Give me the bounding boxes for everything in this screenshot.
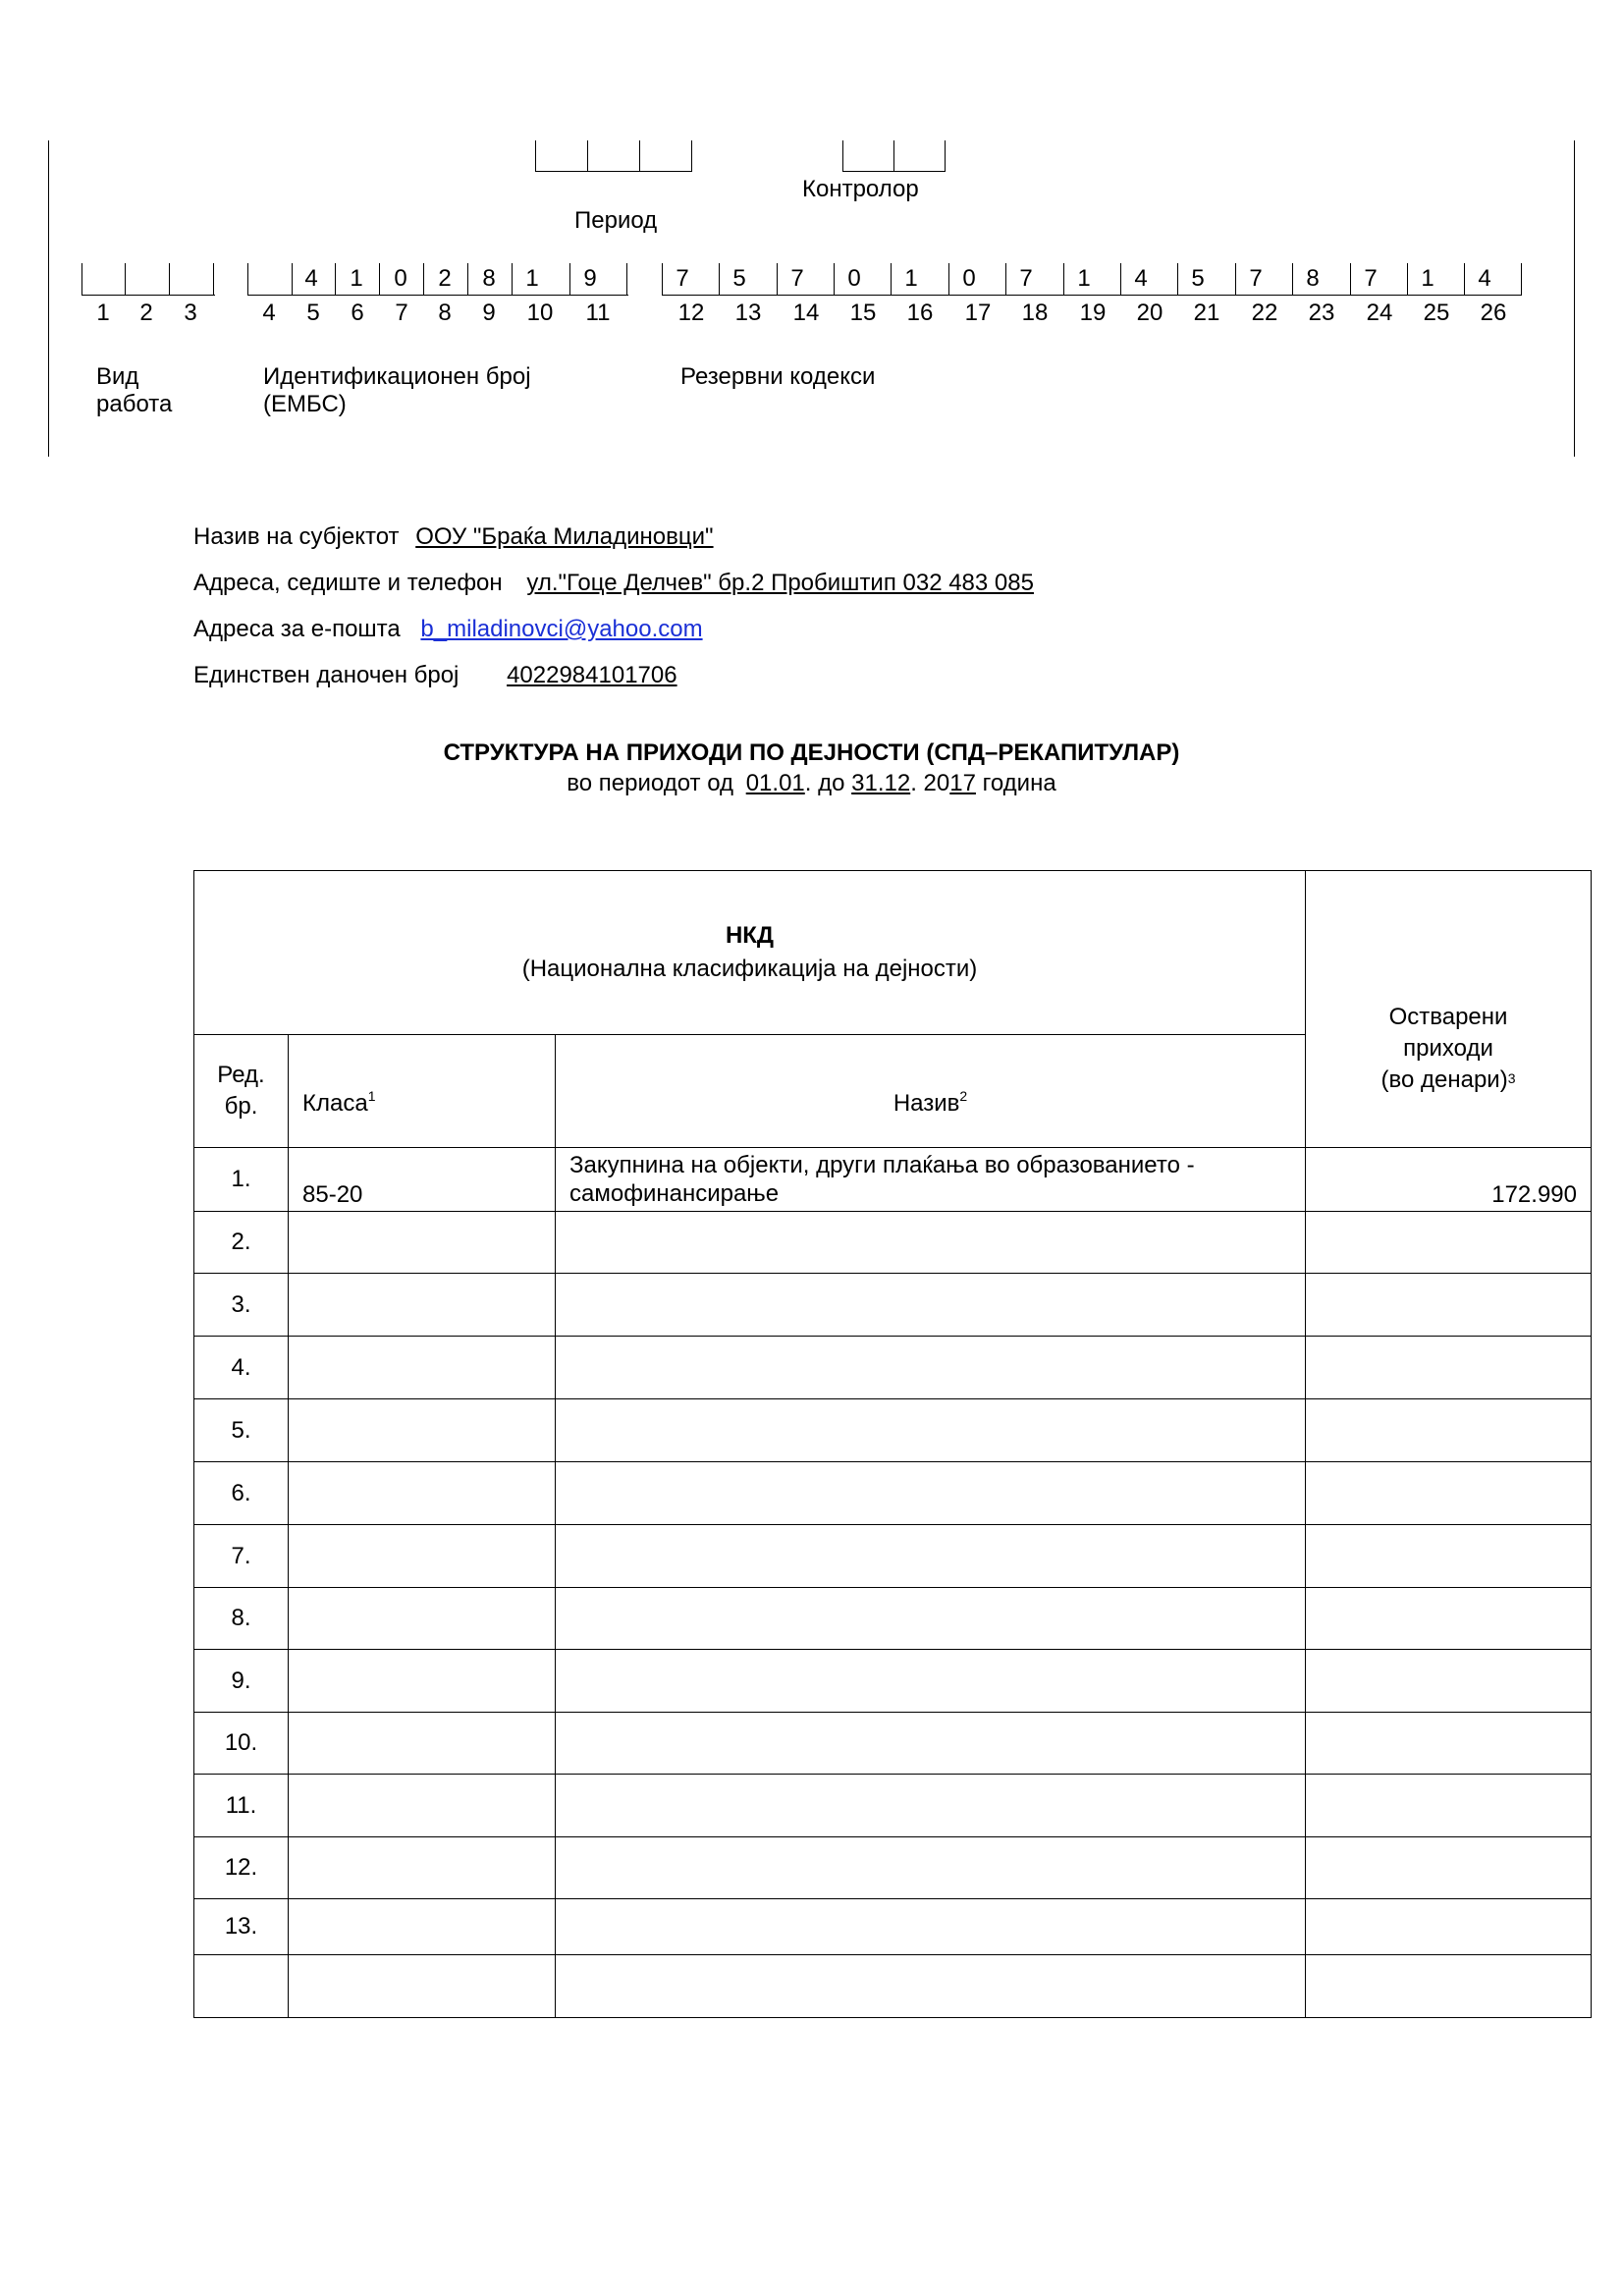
subject-address-value: ул."Гоце Делчев" бр.2 Пробиштип 032 483 085 [526, 570, 1034, 596]
position-number: 12 [677, 300, 705, 326]
nkd-table [193, 870, 1592, 2018]
income-header-line1: Остварени [1388, 1003, 1508, 1030]
id-label-line2: (ЕМБС) [263, 391, 347, 417]
digit: 2 [438, 265, 452, 292]
digit: 1 [904, 265, 918, 292]
table-row [194, 1399, 1592, 1462]
col-class-sup: 1 [367, 1088, 376, 1104]
digit: 5 [1191, 265, 1205, 292]
period-to: 31.12 [851, 770, 911, 796]
reserve-label: Резервни кодекси [680, 363, 876, 390]
subject-email-row [193, 616, 703, 643]
position-number: 9 [482, 300, 496, 326]
table-row [194, 1274, 1592, 1337]
subject-name-value: ООУ "Браќа Миладиновци" [415, 523, 714, 550]
id-label-line1: Идентификационен број [263, 363, 531, 390]
subject-address-row [193, 570, 1034, 597]
position-number: 4 [262, 300, 276, 326]
digit: 1 [525, 265, 539, 292]
digit: 8 [482, 265, 496, 292]
row-no: 6. [194, 1462, 289, 1525]
subject-name-label: Назив на субјектот [193, 523, 400, 550]
row-class: 85-20 [289, 1148, 556, 1212]
row-no: 1. [194, 1148, 289, 1212]
position-number: 24 [1366, 300, 1393, 326]
subject-name-row [193, 523, 714, 551]
row-no: 13. [194, 1899, 289, 1955]
row-name [556, 1148, 1306, 1212]
row-no: 7. [194, 1525, 289, 1588]
digit: 8 [1306, 265, 1320, 292]
position-number: 10 [526, 300, 554, 326]
position-number: 13 [734, 300, 762, 326]
row-no: 3. [194, 1274, 289, 1337]
table-row [194, 1899, 1592, 1955]
income-header-cell [1306, 871, 1592, 1148]
position-number: 20 [1136, 300, 1163, 326]
col-name-header [556, 1035, 1306, 1148]
position-number: 5 [306, 300, 320, 326]
row-name-line2: самофинансирање [569, 1180, 780, 1207]
nkd-subtitle: (Национална класификација на дејности) [521, 956, 978, 982]
table-row [194, 1713, 1592, 1775]
work-type-label-line1: Вид [96, 363, 139, 390]
position-number: 25 [1423, 300, 1450, 326]
table-row [194, 1148, 1592, 1212]
table-header-row [194, 871, 1592, 1035]
position-number: 15 [849, 300, 877, 326]
position-number: 23 [1308, 300, 1335, 326]
col-name-sup: 2 [959, 1088, 968, 1104]
digit: 0 [394, 265, 407, 292]
col-no-header [194, 1035, 289, 1148]
work-type-label [96, 363, 172, 418]
controller-label: Контролор [802, 176, 919, 202]
table-row [194, 1955, 1592, 2018]
digit: 7 [1019, 265, 1033, 292]
position-number: 3 [184, 300, 197, 326]
digit: 4 [1134, 265, 1148, 292]
position-number: 26 [1480, 300, 1507, 326]
row-no: 12. [194, 1837, 289, 1899]
nkd-title: НКД [725, 922, 775, 949]
period-year-prefix: 20 [923, 770, 950, 796]
row-no: 11. [194, 1775, 289, 1837]
period-to-word: до [818, 770, 845, 796]
position-number: 2 [139, 300, 153, 326]
col-no-line2: бр. [224, 1093, 258, 1120]
digit: 7 [676, 265, 689, 292]
digit: 7 [1249, 265, 1263, 292]
digit: 0 [962, 265, 976, 292]
row-name-line1: Закупнина на објекти, други плаќања во образованието - [569, 1152, 1195, 1178]
row-no: 9. [194, 1650, 289, 1713]
subject-email-link[interactable]: b_miladinovci@yahoo.com [420, 616, 703, 642]
subject-tax-label: Единствен даночен број [193, 662, 460, 688]
income-header-sup: 3 [1507, 1069, 1516, 1086]
position-number: 17 [964, 300, 992, 326]
table-row [194, 1212, 1592, 1274]
row-no: 2. [194, 1212, 289, 1274]
table-row [194, 1588, 1592, 1650]
period-label: Период [574, 207, 658, 234]
period-from: 01.01 [745, 770, 805, 796]
digit: 0 [847, 265, 861, 292]
id-label [263, 363, 531, 418]
subject-address-label: Адреса, седиште и телефон [193, 570, 503, 596]
row-no: 8. [194, 1588, 289, 1650]
digit: 4 [1478, 265, 1491, 292]
position-number: 14 [792, 300, 820, 326]
col-no-line1: Ред. [217, 1062, 265, 1088]
subject-tax-value: 4022984101706 [507, 662, 677, 688]
digit: 1 [1421, 265, 1434, 292]
subject-email-label: Адреса за е-пошта [193, 616, 401, 642]
digit: 1 [350, 265, 363, 292]
subject-tax-row [193, 662, 677, 689]
position-number: 16 [906, 300, 934, 326]
row-no: 10. [194, 1713, 289, 1775]
position-number: 6 [351, 300, 364, 326]
position-number: 11 [585, 300, 611, 326]
position-number: 22 [1251, 300, 1278, 326]
period-prefix: во периодот од [567, 770, 734, 796]
position-number: 21 [1193, 300, 1220, 326]
work-type-label-line2: работа [96, 391, 173, 417]
period-year-suffix: 17 [949, 770, 976, 796]
col-name-label: Назив [893, 1090, 960, 1117]
table-row [194, 1525, 1592, 1588]
table-row [194, 1775, 1592, 1837]
position-number: 8 [438, 300, 452, 326]
digit: 4 [304, 265, 318, 292]
document-title: СТРУКТУРА НА ПРИХОДИ ПО ДЕЈНОСТИ (СПД–РЕКАПИТУЛАР) [443, 739, 1180, 766]
table-row [194, 1837, 1592, 1899]
row-no: 5. [194, 1399, 289, 1462]
document-period: во периодот од 01.01. до 31.12. 2017 година [567, 770, 1056, 796]
table-row [194, 1650, 1592, 1713]
position-number: 7 [395, 300, 408, 326]
row-income: 172.990 [1306, 1148, 1592, 1212]
col-class-label: Класа [302, 1090, 368, 1117]
digit: 9 [583, 265, 597, 292]
digit: 7 [790, 265, 804, 292]
digit: 7 [1364, 265, 1378, 292]
position-number: 1 [96, 300, 110, 326]
income-header-line2: приходи [1403, 1034, 1493, 1062]
income-header-line3: (во денари) [1380, 1066, 1508, 1093]
position-number: 19 [1079, 300, 1107, 326]
position-number: 18 [1021, 300, 1049, 326]
period-year-word: година [982, 770, 1056, 796]
table-row [194, 1337, 1592, 1399]
digit: 1 [1077, 265, 1091, 292]
table-row [194, 1462, 1592, 1525]
nkd-header-cell [194, 871, 1306, 1035]
row-no: 4. [194, 1337, 289, 1399]
digit: 5 [732, 265, 746, 292]
col-class-header [289, 1035, 556, 1148]
